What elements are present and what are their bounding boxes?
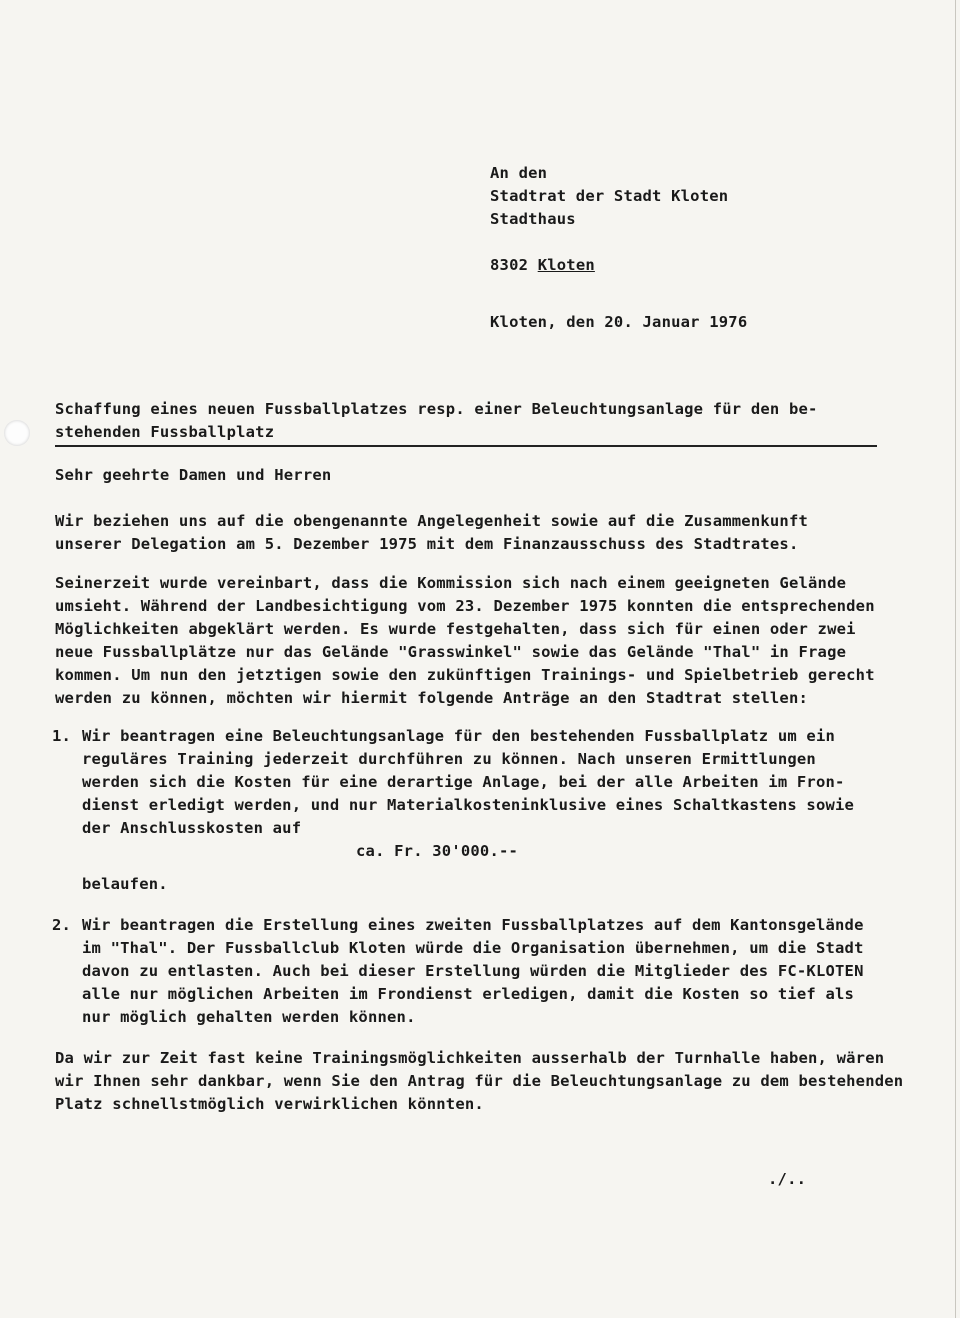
recipient-postal-line [490, 254, 728, 277]
closing-line: wir Ihnen sehr dankbar, wenn Sie den Antrag für die Beleuchtungsanlage zu dem bestehenden [55, 1072, 904, 1090]
item-1-line: Wir beantragen eine Beleuchtungsanlage für den bestehenden Fussballplatz um ein [82, 727, 836, 745]
item-1-line: dienst erledigt werden, und nur Materialkosteninklusive eines Schaltkastens sowie [82, 796, 855, 814]
item-2-line: alle nur möglichen Arbeiten im Frondienst erledigen, damit die Kosten so tief als [82, 985, 855, 1003]
page-edge [955, 0, 956, 1318]
subject-heading [55, 398, 877, 447]
closing-line: Platz schnellstmöglich verwirklichen könnten. [55, 1095, 484, 1113]
recipient-city: Kloten [537, 256, 595, 274]
item-1-number: 1. [52, 727, 72, 745]
recipient-line-1: An den [490, 164, 548, 182]
paragraph-1-line: unserer Delegation am 5. Dezember 1975 mit dem Finanzausschuss des Stadtrates. [55, 535, 799, 553]
item-1-line: reguläres Training jederzeit durchführen zu können. Nach unseren Ermittlungen [82, 750, 816, 768]
item-1-line: der Anschlusskosten auf [82, 819, 302, 837]
salutation [55, 464, 925, 487]
paragraph-1 [55, 510, 925, 556]
recipient-postcode: 8302 [490, 256, 529, 274]
closing-line: Da wir zur Zeit fast keine Trainingsmöglichkeiten ausserhalb der Turnhalle haben, wären [55, 1049, 885, 1067]
punch-hole [4, 420, 30, 446]
item-1-line: werden sich die Kosten für eine derartige Anlage, bei der alle Arbeiten im Fron- [82, 773, 845, 791]
recipient-line-2: Stadtrat der Stadt Kloten [490, 187, 729, 205]
subject-line-1: Schaffung eines neuen Fussballplatzes resp. einer Beleuchtungsanlage für den be- [55, 400, 818, 418]
continuation-mark: ./.. [768, 1170, 807, 1188]
recipient-line-3: Stadthaus [490, 210, 576, 228]
item-2-number: 2. [52, 916, 72, 934]
paragraph-1-line: Wir beziehen uns auf die obengenannte Angelegenheit sowie auf die Zusammenkunft [55, 512, 809, 530]
paragraph-2-line: kommen. Um nun den jetztigen sowie den zukünftigen Trainings- und Spielbetrieb gerecht [55, 666, 875, 684]
paragraph-2 [55, 572, 925, 710]
paragraph-2-line: umsieht. Während der Landbesichtigung vom 23. Dezember 1975 konnten die entsprechenden [55, 597, 875, 615]
item-2-line: im "Thal". Der Fussballclub Kloten würde die Organisation übernehmen, um die Stadt [82, 939, 864, 957]
recipient-address [490, 162, 728, 277]
paragraph-2-line: Möglichkeiten abgeklärt werden. Es wurde festgehalten, dass sich für einen oder zwei [55, 620, 856, 638]
closing-paragraph [55, 1047, 925, 1116]
subject-line-2: stehenden Fussballplatz [55, 423, 275, 441]
item-1-closing: belaufen. [82, 875, 168, 893]
cost-amount: ca. Fr. 30'000.-- [356, 842, 519, 860]
paragraph-2-line: Seinerzeit wurde vereinbart, dass die Kommission sich nach einem geeigneten Gelände [55, 574, 847, 592]
paragraph-2-line: werden zu können, möchten wir hiermit folgende Anträge an den Stadtrat stellen: [55, 689, 809, 707]
item-2-line: Wir beantragen die Erstellung eines zweiten Fussballplatzes auf dem Kantonsgelände [82, 916, 864, 934]
salutation-text: Sehr geehrte Damen und Herren [55, 466, 332, 484]
item-2-line: davon zu entlasten. Auch bei dieser Erstellung würden die Mitglieder des FC-KLOTEN [82, 962, 864, 980]
item-2-line: nur möglich gehalten werden können. [82, 1008, 416, 1026]
item-1-text [82, 725, 854, 840]
item-2-text [82, 914, 864, 1029]
date-line: Kloten, den 20. Januar 1976 [490, 313, 748, 331]
paragraph-2-line: neue Fussballplätze nur das Gelände "Grasswinkel" sowie das Gelände "Thal" in Frage [55, 643, 847, 661]
